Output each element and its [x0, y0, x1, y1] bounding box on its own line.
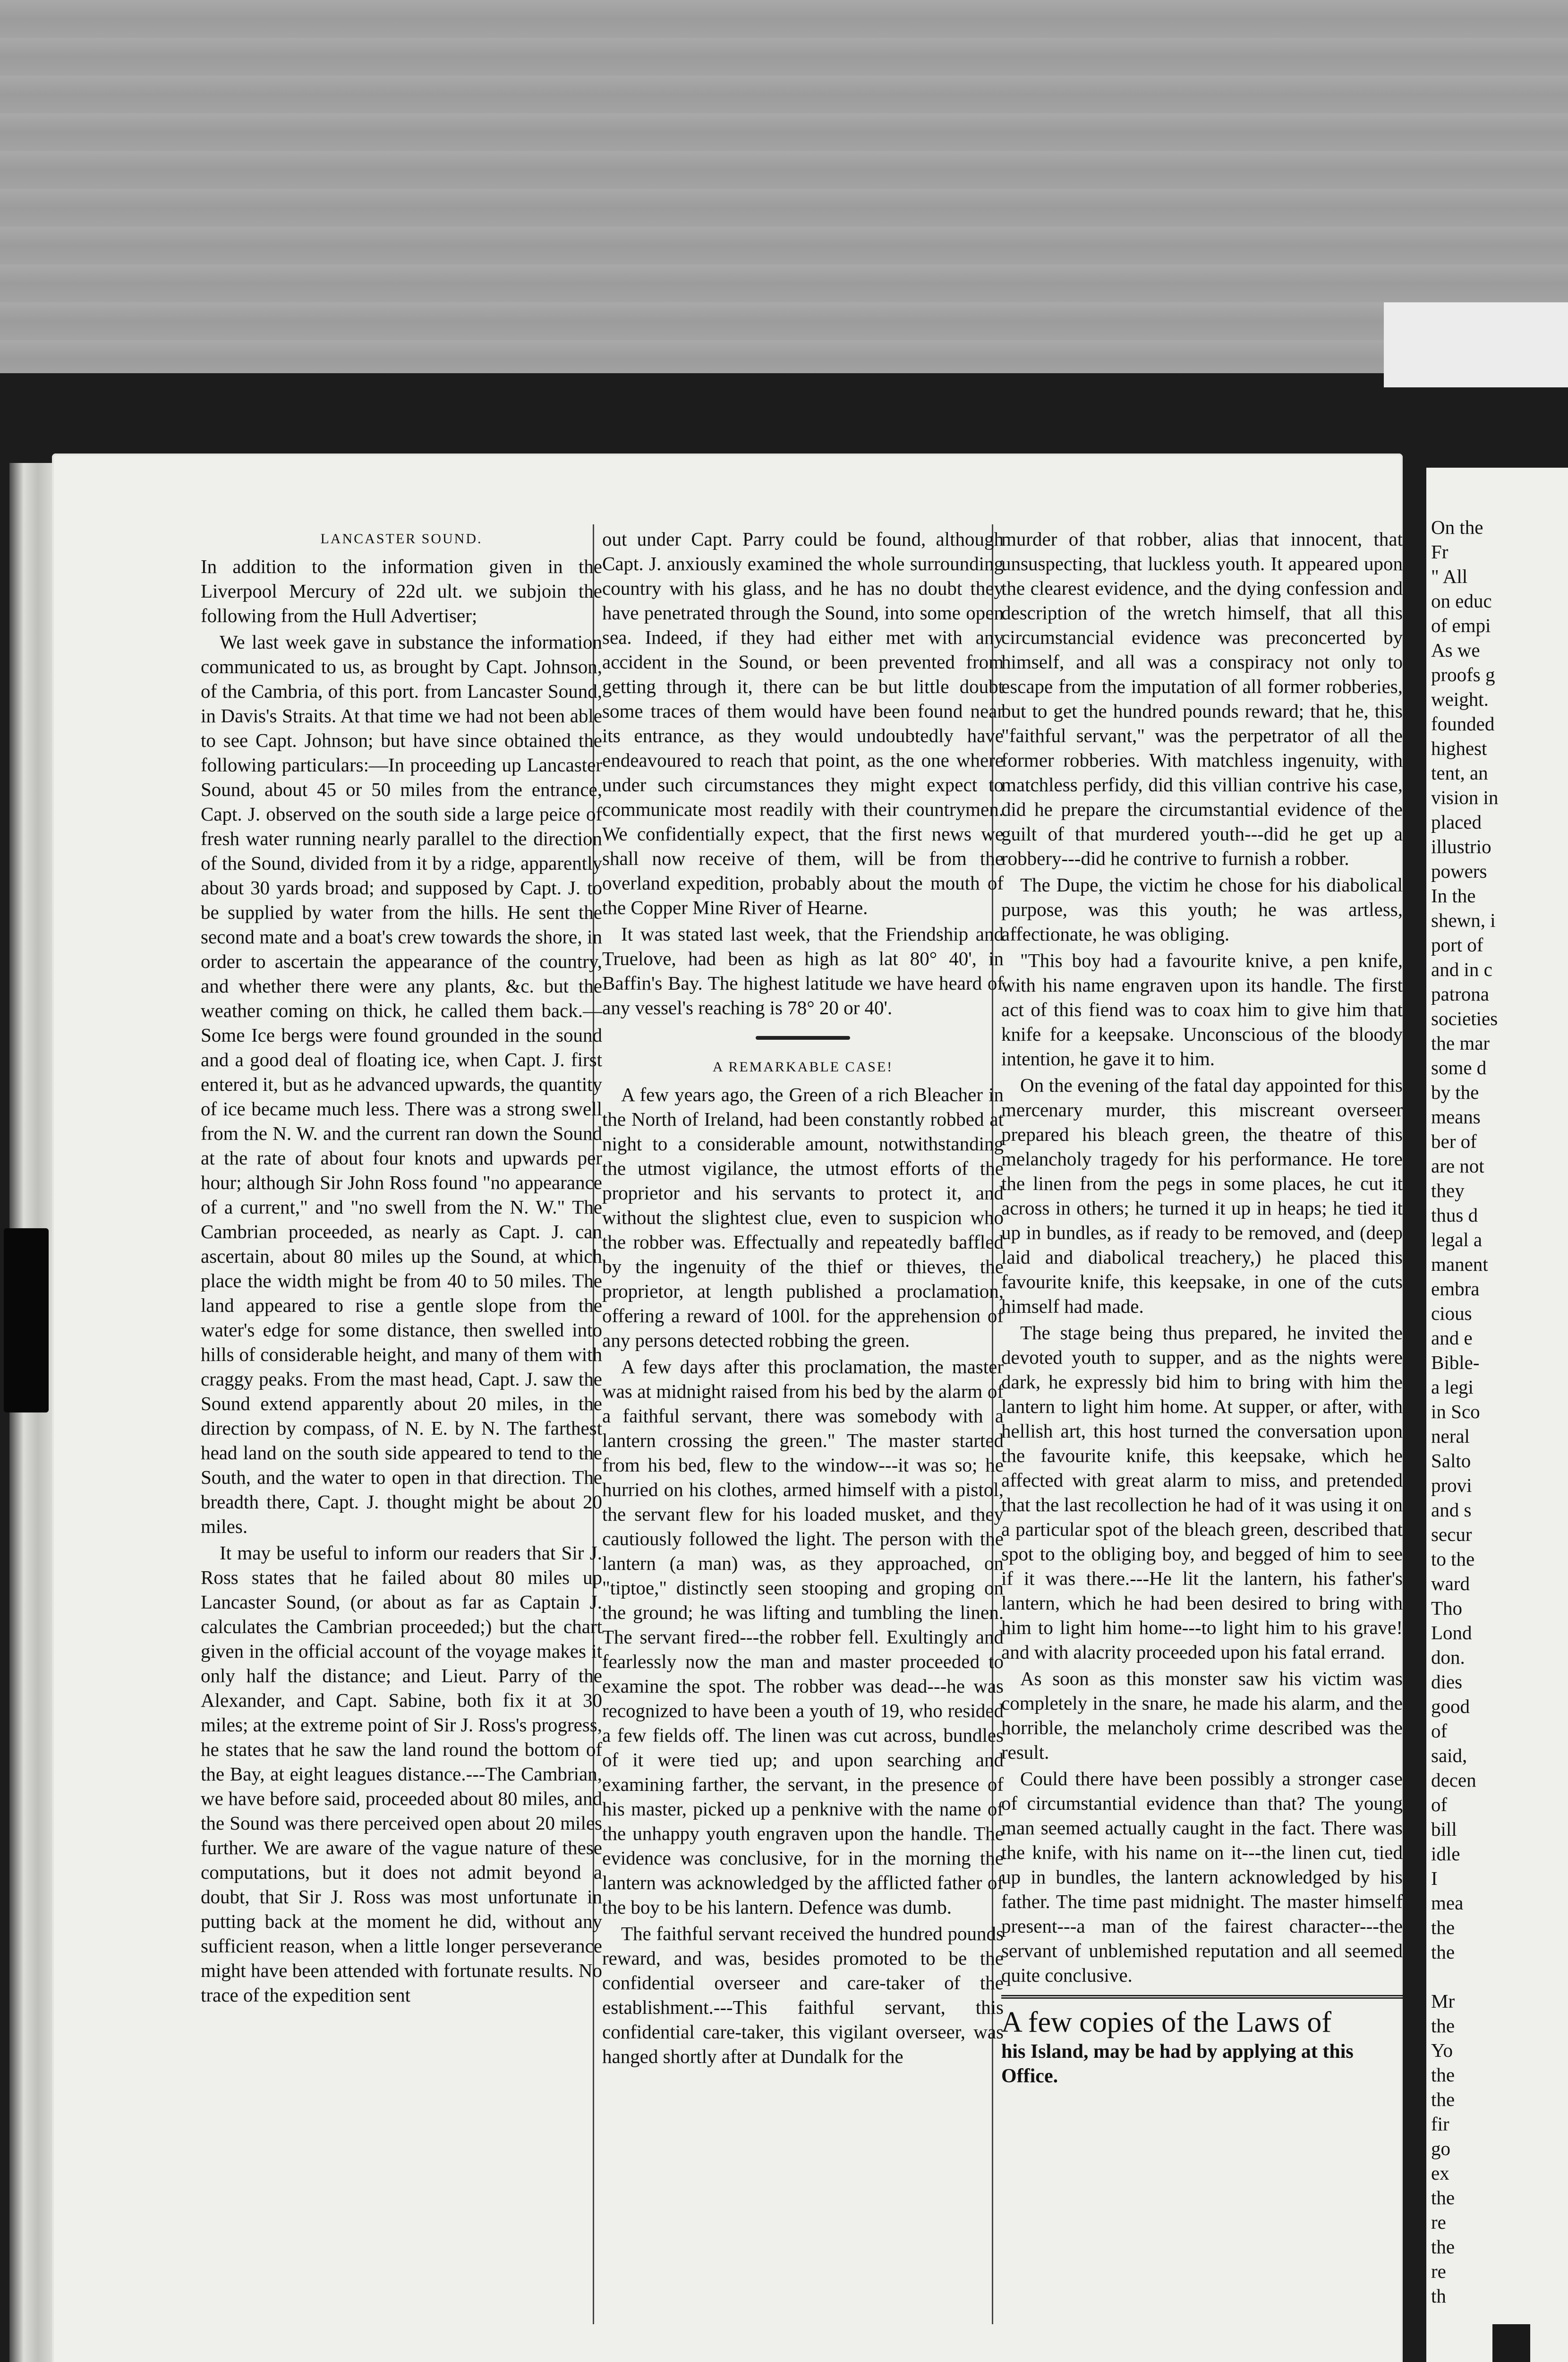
binding-clip: [4, 1228, 49, 1412]
facing-page-line: by the: [1431, 1081, 1479, 1103]
facing-page-line: bill: [1431, 1818, 1457, 1840]
article-paragraph: In addition to the information given in the Liverpool Mercury of 22d ult. we subjoin the following from the Hull Advertiser;: [201, 556, 602, 626]
facing-page-line: dies: [1431, 1671, 1463, 1693]
facing-page-line: re: [1431, 2211, 1446, 2233]
article-paragraph: We last week gave in substance the information communicated to us, as brought by Capt. Johnson, of the Cambria, of this port. from Lancaster Sound, in Davis's Straits. At that time we had not been able to see Capt. Johnson; but have since obtained the following particulars:—In proceeding up Lancaster Sound, about 45 or 50 miles from the entrance, Capt. J. observed on the south side a large peice of fresh water running nearly parallel to the direction of the Sound, divided from it by a ridge, apparently about 30 yards broad; and supposed by Capt. J. to be supplied by water from the hills. He sent the second mate and a boat's crew towards the shore, in order to ascertain the appearance of the country, and whether there were any plants, &c. but the weather coming on thick, he called them back.—Some Ice bergs were found grounded in the sound and a good deal of floating ice, when Capt. J. first entered it, but as he advanced upwards, the quantity of ice became much less. There was a strong swell from the N. W. and the current ran down the Sound at the rate of about four knots and upwards per hour; although Sir John Ross found "no appearance of a current," and "no swell from the N. W." The Cambrian proceeded, as nearly as Capt. J. can ascertain, about 80 miles up the Sound, at which place the width might be from 40 to 50 miles. The land appeared to rise a gentle slope from the water's edge for some distance, then swelled into hills of considerable height, and many of them with craggy peaks. From the mast head, Capt. J. saw the Sound extend apparently about 20 miles, in the direction by compass, of N. E. by N. The farthest head land on the south side appeared to tend to the South, and the water to open in that direction. The breadth there, Capt. J. thought might be about 20 miles.: [201, 631, 602, 1537]
article-paragraph: A few years ago, the Green of a rich Bleacher in the North of Ireland, had been constantly robbed at night to a considerable amount, notwithstanding the utmost vigilance, the utmost efforts of the proprietor and his servants to protect it, and without the slightest clue, even to suspicion who the robber was. Effectually and repeatedly baffled by the ingenuity of the thief or thieves, the proprietor, at length published a proclamation, offering a reward of 100l. for the apprehension of any persons detected robbing the green.: [602, 1084, 1004, 1351]
article-paragraph: It was stated last week, that the Friendship and Truelove, had been as high as lat 80° 40', in Baffin's Bay. The highest latitude we have heard of any vessel's reaching is 78° 20 or 40'.: [602, 923, 1004, 1018]
facing-page-line: to the: [1431, 1548, 1475, 1570]
facing-page-line: re: [1431, 2260, 1446, 2282]
facing-page-line: the: [1431, 2088, 1455, 2110]
facing-page-line: secur: [1431, 1523, 1472, 1545]
facing-page-line: highest: [1431, 737, 1487, 759]
facing-page-line: On the: [1431, 516, 1483, 538]
facing-page-line: decen: [1431, 1769, 1476, 1791]
article-paragraph: It may be useful to inform our readers that Sir J. Ross states that he failed about 80 miles up Lancaster Sound, (or about as far as Captain J. calculates the Cambrian proceeded;) but the chart given in the official account of the voyage makes it only half the distance; and Lieut. Parry of the Alexander, and Capt. Sabine, both fix it at 30 miles; at the extreme point of Sir J. Ross's progress, he states that he saw the land round the bottom of the Bay, at eight leagues distance.---The Cambrian, we have before said, proceeded about 80 miles, and the Sound was there perceived open about 20 miles further. We are aware of the vague nature of these computations, but it does not admit beyond a doubt, that Sir J. Ross was most unfortunate in putting back at the moment he did, without any sufficient reason, when a little longer perseverance might have been attended with fortunate results. No trace of the expedition sent: [201, 1542, 602, 2006]
facing-page-line: the: [1431, 2015, 1455, 2037]
facing-page-line: the: [1431, 1941, 1455, 1963]
article-paragraph: out under Capt. Parry could be found, although Capt. J. anxiously examined the whole surrounding country with his glass, and he has no doubt they have penetrated through the Sound, into some open sea. Indeed, if they had either met with any accident in the Sound, or been prevented from getting through it, there can be but little doubt some traces of them would have been found near its entrance, as they would undoubtedly have endeavoured to reach that point, as the one where under such circumstances they might expect to communicate most readily with their countrymen. We confidentially expect, that the first news we shall now receive of them, will be from the overland expedition, probably about the mouth of the Copper Mine River of Hearne.: [602, 528, 1004, 918]
facing-page-line: legal a: [1431, 1229, 1483, 1250]
article-heading: LANCASTER SOUND.: [320, 531, 483, 547]
facing-page-line: illustrio: [1431, 836, 1491, 857]
article-paragraph: A few days after this proclamation, the master was at midnight raised from his bed by the alarm of a faithful servant, there was somebody with a lantern crossing the green." The master started from his bed, flew to the window---it was so; he hurried on his clothes, armed himself with a pistol, the servant flew for his loaded musket, and they cautiously followed the light. The person with the lantern (a man) was, as they approached, on "tiptoe," distinctly seen stooping and groping on the ground; he was lifting and tumbling the linen. The servant fired---the robber fell. Exultingly and fearlessly now the man and master proceeded to examine the spot. The robber was dead---he was recognized to have been a youth of 19, who resided a few fields off. The linen was cut across, bundles of it were tied up; and upon searching and examining farther, the servant, in the presence of his master, picked up a penknive with the name of the unhappy youth engraven upon the handle. The evidence was conclusive, for in the morning the lantern was acknowledged by the afflicted father of the boy to be his lantern. Defence was dumb.: [602, 1356, 1004, 1918]
facing-page-line: the: [1431, 2236, 1455, 2258]
binding-shadow: [1492, 2324, 1530, 2362]
facing-page-line: ward: [1431, 1573, 1470, 1594]
facing-page-line: means: [1431, 1106, 1481, 1128]
facing-page-line: provi: [1431, 1474, 1472, 1496]
facing-page-line: they: [1431, 1180, 1465, 1201]
facing-page-line: Lond: [1431, 1622, 1472, 1643]
column-3: [1001, 527, 1403, 2322]
facing-page-line: ber of: [1431, 1130, 1477, 1152]
facing-page-line: In the: [1431, 885, 1476, 907]
scan-background-top: [0, 0, 1568, 373]
facing-page-line: fir: [1431, 2113, 1449, 2135]
facing-page-line: are not: [1431, 1155, 1484, 1177]
facing-page-line: Fr: [1431, 541, 1449, 563]
facing-page-line: a legi: [1431, 1376, 1474, 1398]
facing-page-column: [1431, 515, 1568, 2307]
facing-page-line: the: [1431, 2187, 1455, 2208]
article-paragraph: "This boy had a favourite knive, a pen knife, with his name engraven upon its handle. The first act of this fiend was to coax him to give him that knife for a keepsake. Unconscious of the bloody intention, he gave it to him.: [1001, 950, 1403, 1070]
facing-page-line: proofs g: [1431, 664, 1495, 685]
facing-page-line: societies: [1431, 1008, 1498, 1029]
column-1: [201, 527, 602, 2322]
facing-page-line: patrona: [1431, 983, 1489, 1005]
facing-page-line: of empi: [1431, 615, 1491, 636]
facing-page-line: said,: [1431, 1745, 1467, 1766]
facing-page-line: shewn, i: [1431, 909, 1496, 931]
facing-page-line: ex: [1431, 2162, 1449, 2184]
facing-page-line: Bible-: [1431, 1352, 1480, 1373]
advertisement: [1001, 1995, 1403, 2088]
facing-page-line: some d: [1431, 1057, 1487, 1078]
facing-page-line: good: [1431, 1695, 1470, 1717]
facing-page-line: I: [1431, 1867, 1438, 1889]
facing-page-line: [1431, 1964, 1568, 1989]
facing-page-line: and e: [1431, 1327, 1473, 1349]
facing-page-line: port of: [1431, 934, 1483, 956]
article-paragraph: On the evening of the fatal day appointed for this mercenary murder, this miscreant overseer prepared his bleach green, the theatre of this melancholy tragedy for his performance. He tore the linen from the pegs in some places, he cut it across in others; he turned it up in heaps; he tied it up in bundles, as if ready to be removed, and (deep laid and diabolical treachery,) he placed this favourite knife, this keepsake, in one of the cuts himself had made.: [1001, 1074, 1403, 1317]
facing-page-line: of: [1431, 1720, 1448, 1742]
facing-page-line: Tho: [1431, 1597, 1463, 1619]
facing-page-line: the: [1431, 2064, 1455, 2086]
column-2: [602, 527, 1004, 2322]
facing-page-line: on educ: [1431, 590, 1492, 612]
facing-page-line: th: [1431, 2285, 1446, 2307]
ornament-divider: [602, 1025, 1004, 1049]
article-paragraph: Could there have been possibly a stronger case of circumstantial evidence than that? The young man seemed actually caught in the fact. There was the knife, with his name on it---the linen cut, tied up in bundles, the lantern acknowledged by his father. The time past midnight. The master himself present---a man of the fairest character---the servant of unblemished reputation and all seemed quite conclusive.: [1001, 1768, 1403, 1986]
article-paragraph: The Dupe, the victim he chose for his diabolical purpose, was this youth; he was artless, affectionate, he was obliging.: [1001, 874, 1403, 945]
facing-page-line: cious: [1431, 1302, 1472, 1324]
facing-page-line: Salto: [1431, 1450, 1471, 1472]
article-paragraph: murder of that robber, alias that innocent, that unsuspecting, that luckless youth. It appeared upon the clearest evidence, and the dying confession and description of the wretch himself, that all this circumstancial evidence was preconcerted by himself, and all was a conspiracy not only to escape from the imputation of all former robberies, but to get the hundred pounds reward; that he, this "faithful servant," was the perpetrator of all the former robberies. With matchless ingenuity, with matchless perfidy, did this villian contrive his case, did he prepare the circumstantial evidence of the guilt of that murdered youth---did he get up a robbery---did he contrive to furnish a robber.: [1001, 528, 1403, 869]
facing-page-line: weight.: [1431, 688, 1489, 710]
facing-page-line: embra: [1431, 1278, 1480, 1300]
facing-page-line: placed: [1431, 811, 1482, 833]
facing-page-line: mea: [1431, 1892, 1464, 1914]
facing-page-line: don.: [1431, 1646, 1465, 1668]
article-heading: A REMARKABLE CASE!: [712, 1059, 894, 1075]
facing-page-top: [1384, 302, 1568, 387]
facing-page-line: founded: [1431, 713, 1495, 735]
advert-text: his Island, may be had by applying at this Office.: [1001, 2041, 1354, 2087]
facing-page-line: vision in: [1431, 787, 1499, 808]
facing-page-line: the: [1431, 1917, 1455, 1938]
article-paragraph: As soon as this monster saw his victim was completely in the snare, he made his alarm, and the horrible, the melancholy crime described was the result.: [1001, 1668, 1403, 1763]
facing-page-line: and in c: [1431, 958, 1492, 980]
facing-page-line: idle: [1431, 1843, 1460, 1865]
facing-page-line: As we: [1431, 639, 1480, 661]
facing-page-line: and s: [1431, 1499, 1472, 1521]
facing-page-line: manent: [1431, 1253, 1488, 1275]
facing-page-line: Yo: [1431, 2039, 1453, 2061]
facing-page-line: thus d: [1431, 1204, 1478, 1226]
facing-page-line: go: [1431, 2138, 1450, 2159]
facing-page-line: the mar: [1431, 1032, 1490, 1054]
facing-page-line: in Sco: [1431, 1401, 1480, 1422]
article-paragraph: The stage being thus prepared, he invited the devoted youth to supper, and as the nights were dark, he expressly bid him to bring with him the lantern to light him home. At supper, or after, with hellish art, this host turned the conversation upon the favourite knife, this keepsake, which he affected with great alarm to miss, and pretended that the last recollection he had of it was using it on a particular spot of the bleach green, described that spot to the obliging boy, and begged of him to see if it was there.---He lit the lantern, his father's lantern, which he had been desired to bring with him to light him home---to light him to his grave! and with alacrity proceeded upon his fatal errand.: [1001, 1322, 1403, 1663]
facing-page-line: of: [1431, 1794, 1448, 1815]
article-paragraph: The faithful servant received the hundred pounds reward, and was, besides promoted to be the confidential overseer and care-taker of the establishment.---This faithful servant, this confidential care-taker, this vigilant overseer, was hanged shortly after at Dundalk for the: [602, 1923, 1004, 2067]
facing-page-line: Mr: [1431, 1990, 1455, 2012]
facing-page-line: powers: [1431, 860, 1487, 882]
advert-headline: A few copies of the Laws of: [1001, 2006, 1332, 2038]
facing-page-line: " All: [1431, 565, 1468, 587]
facing-page-line: neral: [1431, 1425, 1470, 1447]
facing-page-line: tent, an: [1431, 762, 1488, 784]
